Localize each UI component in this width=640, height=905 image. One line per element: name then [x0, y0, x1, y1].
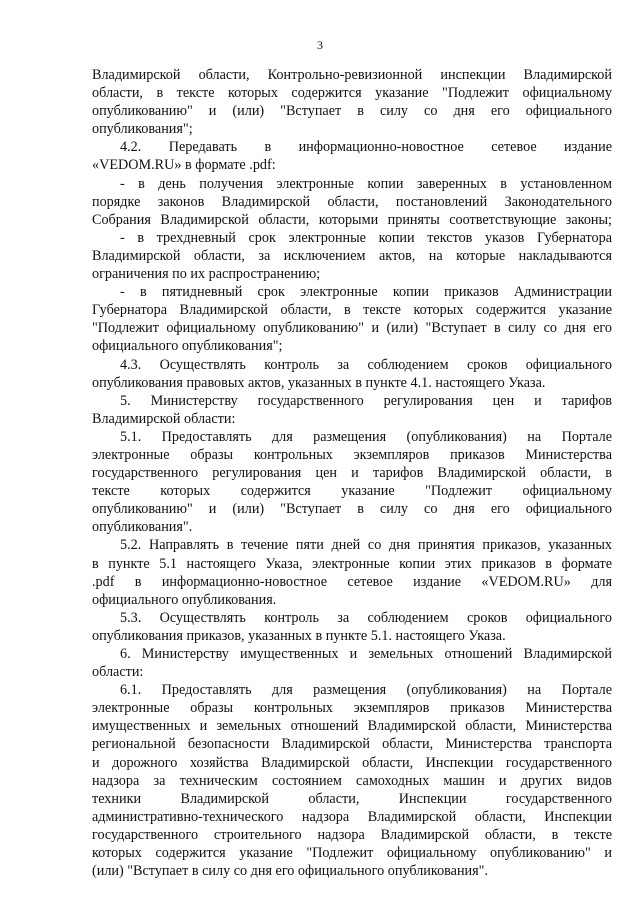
text-line: и дорожного хозяйства Владимирской области, Инспекции государственного	[92, 754, 612, 771]
text-line: 4.3. Осуществлять контроль за соблюдением сроков официального	[120, 356, 612, 373]
text-line: - в день получения электронные копии заверенных в установленном	[120, 175, 612, 192]
text-line: в пункте 5.1 настоящего Указа, электронные копии этих приказов в формате	[92, 555, 612, 572]
text-line: официального опубликования.	[92, 591, 277, 608]
text-line: Владимирской области, Контрольно-ревизионной инспекции Владимирской	[92, 67, 612, 83]
text-line: Губернатора Владимирской области, в тексте которых содержится указание	[92, 302, 612, 319]
text-line: опубликованию" и (или) "Вступает в силу со дня его официального	[92, 501, 612, 518]
text-line: Владимирской области, за исключением актов, на которые накладываются	[92, 247, 612, 264]
text-line: ограничения по их распространению;	[92, 266, 321, 283]
text-line: электронные образы контрольных экземпляров приказов Министерства	[92, 446, 612, 463]
text-line: - в трехдневный срок электронные копии текстов указов Губернатора	[120, 229, 612, 246]
text-line: 5.3. Осуществлять контроль за соблюдением сроков официального	[120, 609, 612, 626]
text-line: опубликования правовых актов, указанных в пункте 4.1. настоящего Указа.	[92, 374, 546, 391]
text-line: опубликованию" и (или) "Вступает в силу со дня его официального	[92, 103, 612, 120]
text-line: 6. Министерству имущественных и земельных отношений Владимирской	[120, 646, 612, 662]
document-body	[92, 66, 612, 880]
text-line: которых содержится указание "Подлежит официальному опубликованию" и	[92, 845, 612, 862]
text-line: электронные образы контрольных экземпляров приказов Министерства	[92, 700, 612, 717]
text-line: официального опубликования";	[92, 338, 283, 355]
text-line: "Подлежит официальному опубликованию" и (или) "Вступает в силу со дня его	[92, 320, 612, 337]
text-line: «VEDOM.RU» в формате .pdf:	[92, 157, 276, 174]
text-line: опубликования приказов, указанных в пункте 5.1. настоящего Указа.	[92, 627, 506, 644]
text-line: (или) "Вступает в силу со дня его официального опубликования".	[92, 863, 489, 880]
text-line: опубликования".	[92, 519, 193, 536]
text-line: региональной безопасности Владимирской области, Министерства транспорта	[92, 736, 612, 753]
text-line: Собрания Владимирской области, которыми приняты соответствующие законы;	[92, 211, 612, 228]
text-line: 4.2. Передавать в информационно-новостное сетевое издание	[120, 139, 612, 156]
text-line: .pdf в информационно-новостное сетевое издание «VEDOM.RU» для	[92, 573, 612, 590]
text-line: 5.1. Предоставлять для размещения (опубликования) на Портале	[120, 428, 612, 445]
text-line: 5.2. Направлять в течение пяти дней со дня принятия приказов, указанных	[120, 537, 612, 554]
text-line: области, в тексте которых содержится указание "Подлежит официальному	[92, 85, 612, 102]
text-line: - в пятидневный срок электронные копии приказов Администрации	[120, 284, 612, 301]
text-line: имущественных и земельных отношений Владимирской области, Министерства	[92, 718, 612, 735]
text-line: 6.1. Предоставлять для размещения (опубликования) на Портале	[120, 682, 612, 699]
page-number: 3	[317, 38, 323, 52]
text-line: надзора за техническим состоянием самоходных машин и других видов	[92, 772, 612, 789]
text-line: административно-технического надзора Владимирской области, Инспекции	[92, 808, 612, 825]
text-line: государственного регулирования цен и тарифов Владимирской области, в	[92, 465, 612, 482]
text-line: 5. Министерству государственного регулирования цен и тарифов	[120, 392, 612, 409]
text-line: тексте которых содержится указание "Подлежит официальному	[92, 483, 612, 500]
text-line: области:	[92, 664, 144, 681]
text-line: порядке законов Владимирской области, постановлений Законодательного	[92, 193, 612, 210]
text-line: техники Владимирской области, Инспекции государственного	[92, 790, 612, 807]
text-line: Владимирской области:	[92, 410, 236, 427]
text-line: опубликования";	[92, 121, 193, 138]
text-line: государственного строительного надзора Владимирской области, в тексте	[92, 826, 612, 843]
